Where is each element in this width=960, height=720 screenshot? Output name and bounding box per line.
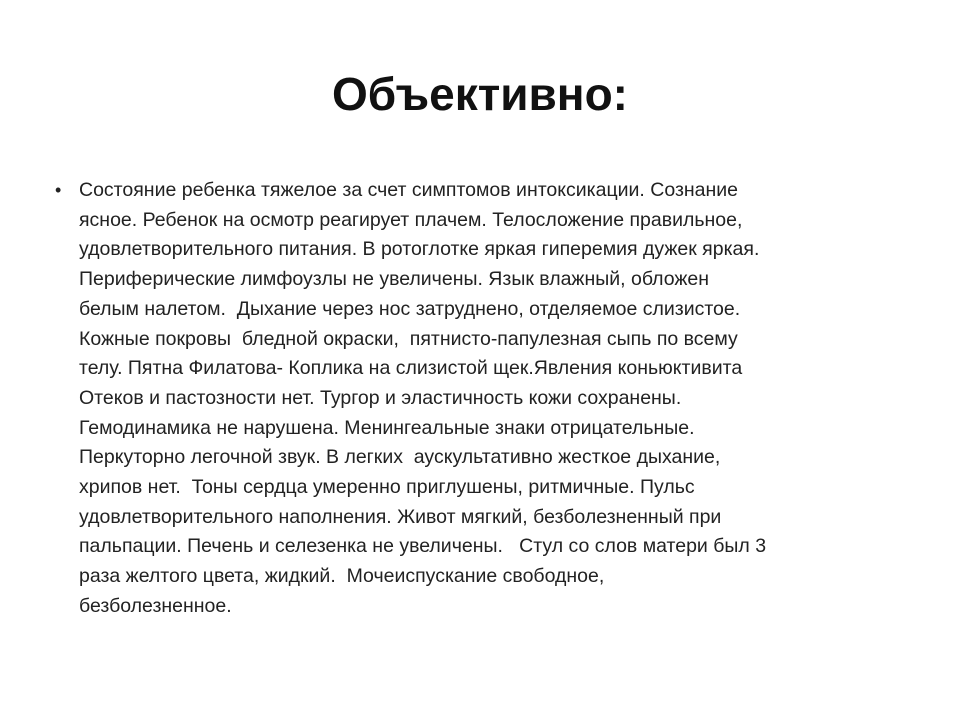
- text-line: белым налетом. Дыхание через нос затруднено, отделяемое слизистое.: [79, 297, 741, 320]
- text-line: раза желтого цвета, жидкий. Мочеиспускание свободное,: [79, 565, 605, 588]
- slide-title: Объективно:: [331, 68, 628, 120]
- text-line: Кожные покровы бледной окраски, пятнисто-папулезная сыпь по всему: [79, 327, 738, 350]
- text-line: телу. Пятна Филатова- Коплика на слизистой щек.Явления коньюктивита: [79, 357, 743, 380]
- text-line: ясное. Ребенок на осмотр реагирует плачем. Телосложение правильное,: [79, 208, 743, 231]
- text-line: безболезненное.: [79, 594, 232, 617]
- text-line: Перкуторно легочной звук. В легких аускультативно жесткое дыхание,: [79, 446, 721, 469]
- bullet-item: [55, 176, 915, 622]
- text-line: Гемодинамика не нарушена. Менингеальные знаки отрицательные.: [79, 416, 695, 439]
- text-line: удовлетворительного питания. В ротоглотке яркая гиперемия дужек яркая.: [79, 238, 760, 261]
- text-line: удовлетворительного наполнения. Живот мягкий, безболезненный при: [79, 505, 722, 528]
- text-line: Состояние ребенка тяжелое за счет симптомов интоксикации. Сознание: [79, 179, 739, 201]
- text-line: пальпации. Печень и селезенка не увеличены. Стул со слов матери был 3: [79, 535, 767, 558]
- text-line: Отеков и пастозности нет. Тургор и эластичность кожи сохранены.: [79, 386, 682, 409]
- bullet-list: [55, 176, 915, 622]
- text-line: хрипов нет. Тоны сердца умеренно приглушены, ритмичные. Пульс: [79, 476, 695, 499]
- bullet-icon: •: [55, 180, 62, 200]
- bullet-text: [79, 176, 915, 622]
- text-line: Периферические лимфоузлы не увеличены. Язык влажный, обложен: [79, 268, 710, 291]
